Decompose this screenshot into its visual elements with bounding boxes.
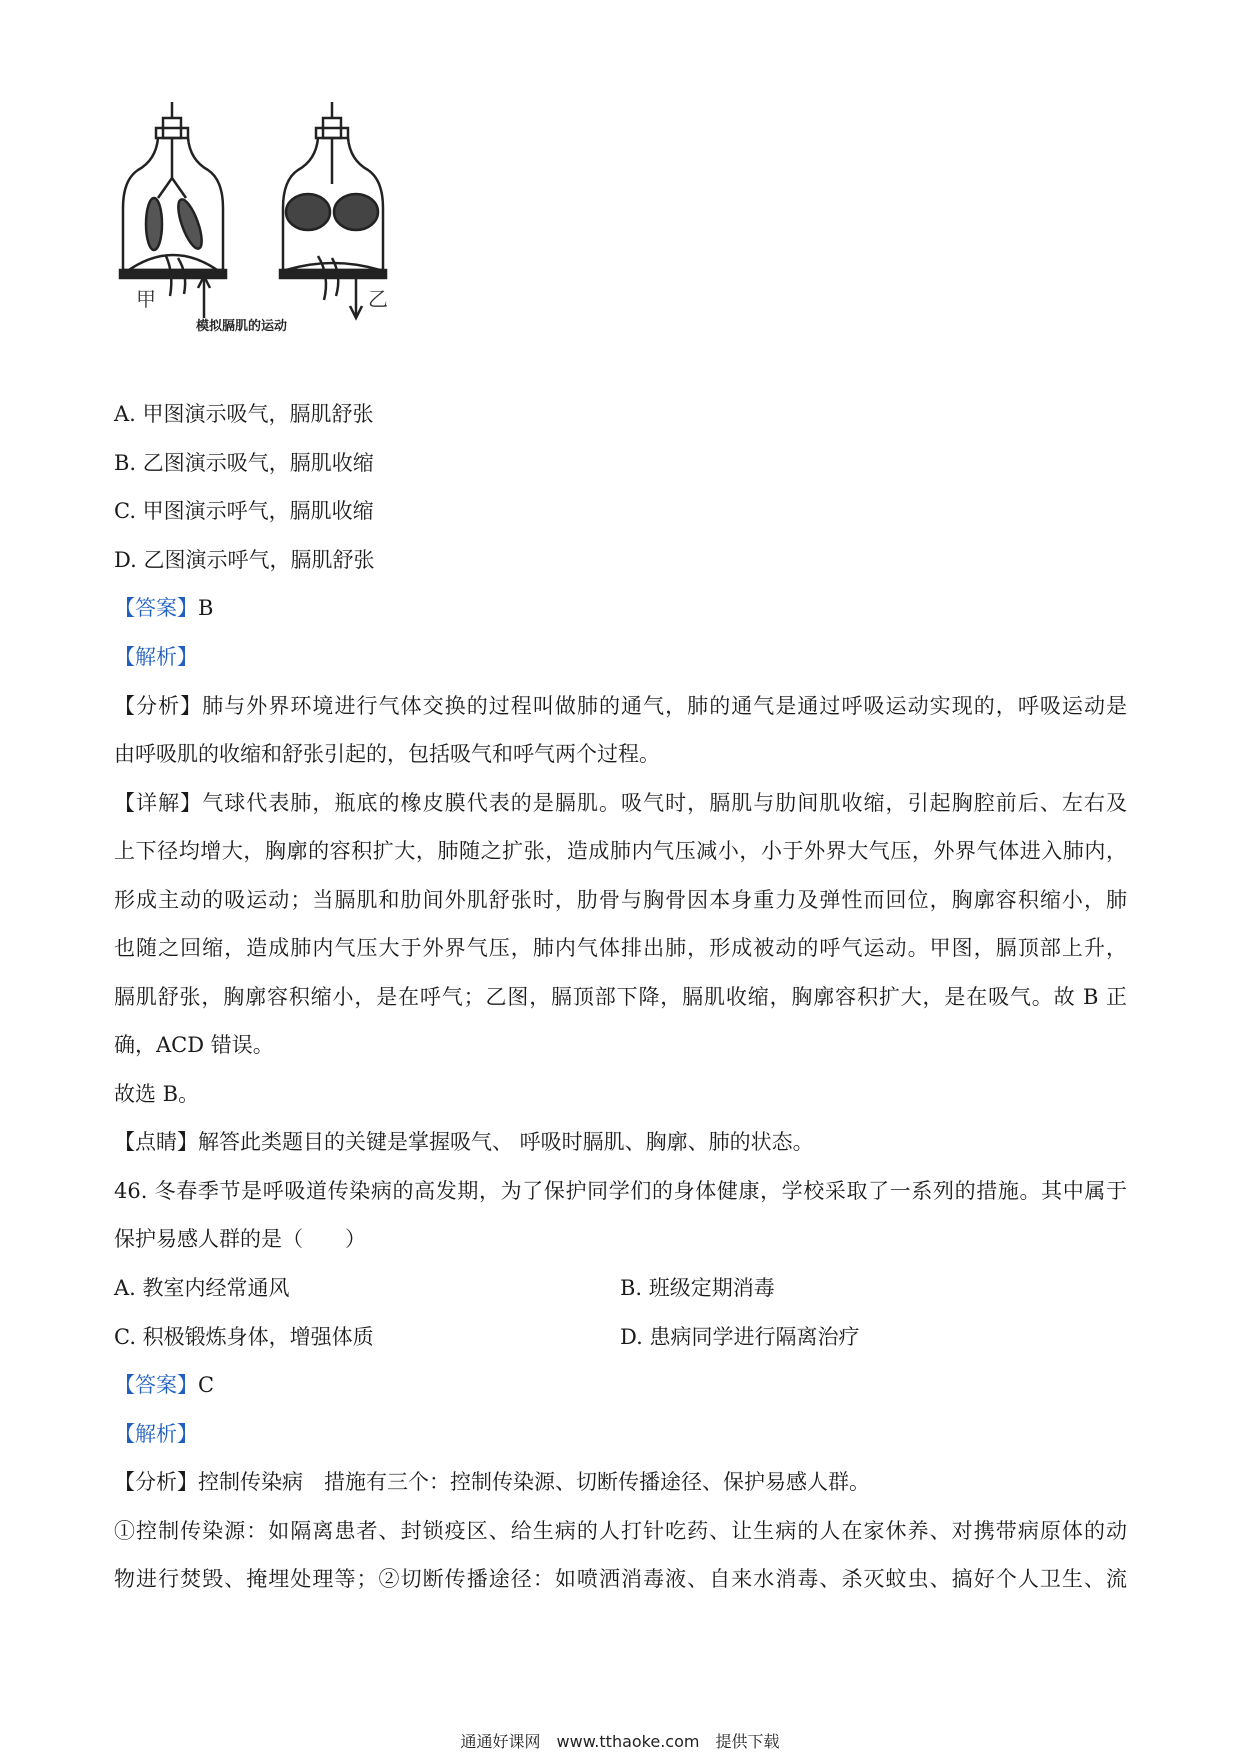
q45-option-c: C. 甲图演示呼气，膈肌收缩 bbox=[114, 499, 374, 523]
inflated-balloon-right bbox=[334, 194, 378, 230]
q45-fenxi-line-2: 由呼吸肌的收缩和舒张引起的，包括吸气和呼气两个过程。 bbox=[114, 742, 660, 766]
q45-fenxi-line-1 bbox=[114, 692, 1127, 720]
q45-option-b: B. 乙图演示吸气，膈肌收缩 bbox=[114, 451, 374, 475]
xiangjie-text-1: 气球代表肺，瓶底的橡皮膜代表的是膈肌。吸气时，膈肌与肋间肌收缩，引起胸腔前后、左右及 bbox=[202, 791, 1128, 815]
label-yi: 乙 bbox=[368, 287, 388, 311]
q46-option-c: C. 积极锻炼身体，增强体质 bbox=[114, 1325, 374, 1349]
q45-xiangjie-line-2: 上下径均增大，胸廓的容积扩大，肺随之扩张，造成肺内气压减小，小于外界大气压，外界气体进入肺内， bbox=[114, 839, 1127, 863]
fenxi-tag: 【分析】 bbox=[114, 694, 203, 718]
q46-analysis-heading bbox=[114, 1420, 198, 1448]
right-balloon-lung bbox=[174, 197, 207, 251]
figure-caption: 模拟膈肌的运动 bbox=[196, 319, 288, 334]
q45-option-a: A. 甲图演示吸气，膈肌舒张 bbox=[114, 402, 374, 426]
inflated-balloon-left bbox=[286, 194, 330, 230]
analysis-tag: 【解析】 bbox=[114, 1422, 198, 1446]
q45-answer: B bbox=[198, 596, 214, 620]
fenxi-text-1: 肺与外界环境进行气体交换的过程叫做肺的通气，肺的通气是通过呼吸运动实现的，呼吸运动是 bbox=[202, 694, 1128, 718]
q45-xiangjie-line-4: 也随之回缩，造成肺内气压大于外界气压，肺内气体排出肺，形成被动的呼气运动。甲图，膈顶部上升， bbox=[114, 936, 1127, 960]
q46-detail-line-2: 物进行焚毁、掩埋处理等；②切断传播途径：如喷洒消毒液、自来水消毒、杀灭蚊虫、搞好个人卫生、流 bbox=[114, 1567, 1127, 1591]
answer-tag: 【答案】 bbox=[114, 596, 198, 620]
q45-xiangjie-line-5: 膈肌舒张，胸廓容积缩小，是在呼气；乙图，膈顶部下降，膈肌收缩，胸廓容积扩大，是在吸气。故 B 正 bbox=[114, 985, 1127, 1009]
q46-stem-line-1: 46. 冬春季节是呼吸道传染病的高发期，为了保护同学们的身体健康，学校采取了一系列的措施。其中属于 bbox=[114, 1179, 1127, 1203]
left-balloon-lung bbox=[146, 198, 162, 250]
q46-option-d: D. 患病同学进行隔离治疗 bbox=[620, 1325, 860, 1349]
q46-option-b: B. 班级定期消毒 bbox=[620, 1276, 775, 1300]
q45-xiangjie-line-1 bbox=[114, 789, 1127, 817]
q46-answer-line bbox=[114, 1371, 214, 1399]
label-jia: 甲 bbox=[136, 287, 156, 311]
q46-stem-line-2: 保护易感人群的是（ ） bbox=[114, 1227, 366, 1251]
q46-option-a: A. 教室内经常通风 bbox=[114, 1276, 290, 1300]
fenxi-tag: 【分析】 bbox=[114, 1470, 198, 1494]
q45-answer-line bbox=[114, 594, 213, 622]
dianjing-text: 解答此类题目的关键是掌握吸气、 呼吸时膈肌、胸廓、肺的状态。 bbox=[198, 1130, 814, 1154]
q45-xiangjie-line-6: 确，ACD 错误。 bbox=[114, 1033, 274, 1057]
dianjing-tag: 【点睛】 bbox=[114, 1130, 198, 1154]
bell-jar-diagram bbox=[118, 98, 448, 380]
q45-option-d: D. 乙图演示呼气，膈肌舒张 bbox=[114, 548, 375, 572]
q46-answer: C bbox=[198, 1373, 215, 1397]
q45-analysis-heading bbox=[114, 643, 198, 671]
xiangjie-tag: 【详解】 bbox=[114, 791, 203, 815]
q45-conclusion: 故选 B。 bbox=[114, 1082, 200, 1106]
answer-tag: 【答案】 bbox=[114, 1373, 198, 1397]
page-footer: 通通好课网 www.tthaoke.com 提供下载 bbox=[460, 1732, 780, 1751]
q45-xiangjie-line-3: 形成主动的吸运动；当膈肌和肋间外肌舒张时，肋骨与胸骨因本身重力及弹性而回位，胸廓容积缩小，肺 bbox=[114, 888, 1127, 912]
q46-detail-line-1: ①控制传染源：如隔离患者、封锁疫区、给生病的人打针吃药、让生病的人在家休养、对携带病原体的动 bbox=[114, 1519, 1127, 1543]
diaphragm-model-figure bbox=[118, 98, 448, 380]
analysis-tag: 【解析】 bbox=[114, 645, 198, 669]
fenxi-text: 控制传染病 措施有三个：控制传染源、切断传播途径、保护易感人群。 bbox=[198, 1470, 870, 1494]
q46-fenxi-line bbox=[114, 1468, 870, 1496]
q45-dianjing-line bbox=[114, 1128, 814, 1156]
